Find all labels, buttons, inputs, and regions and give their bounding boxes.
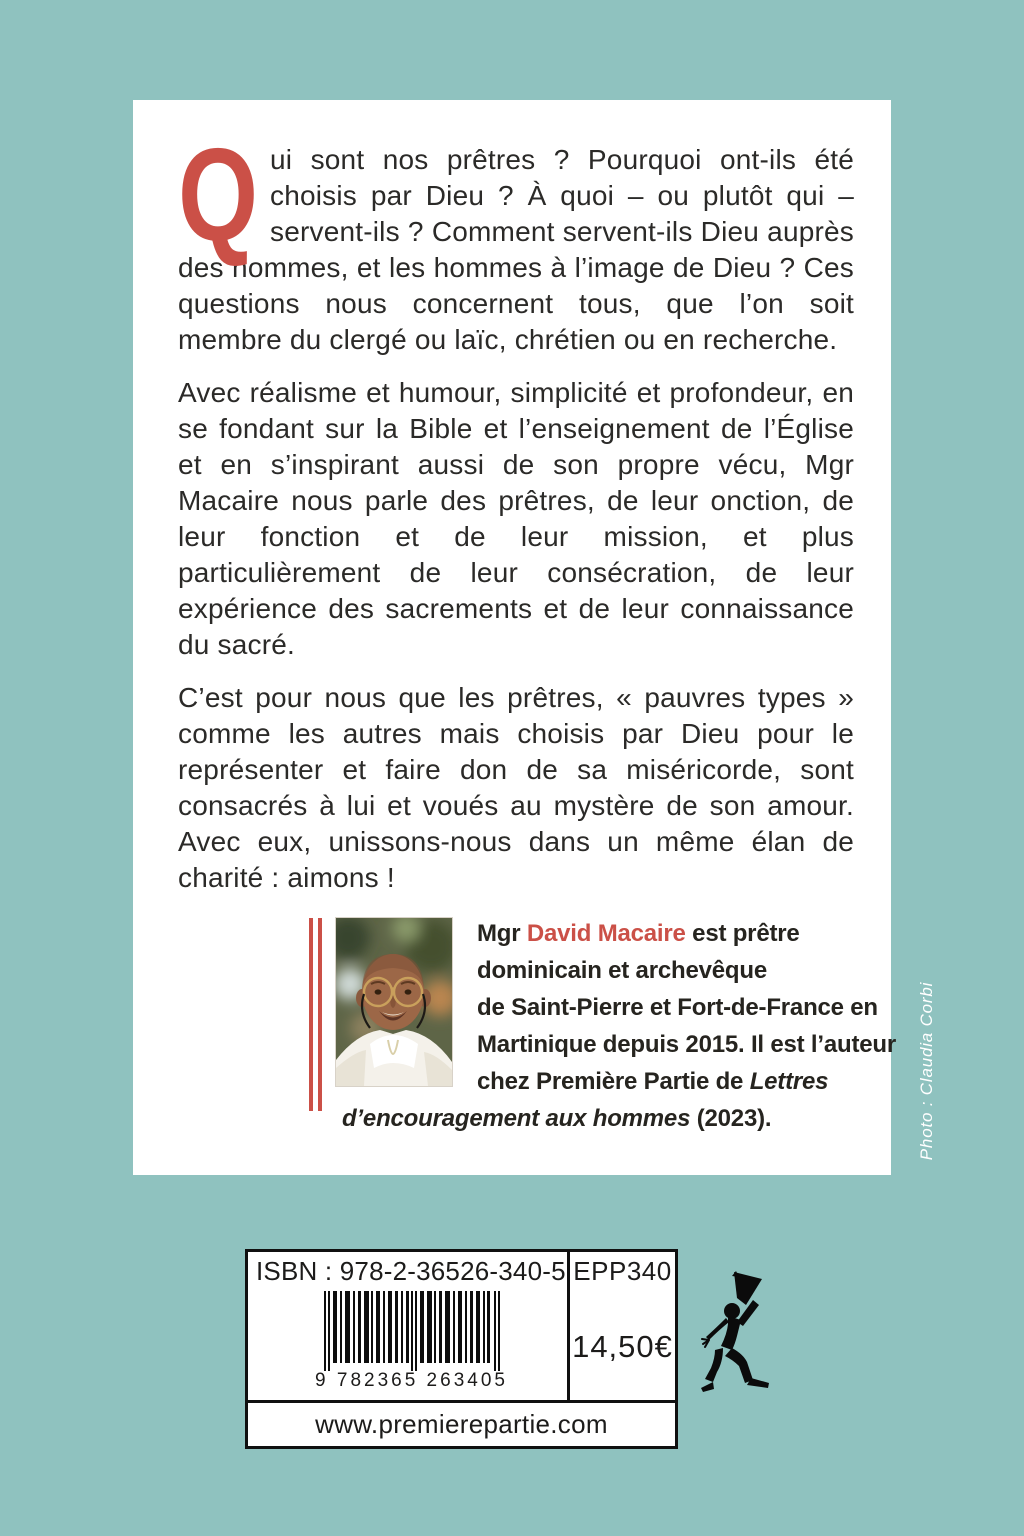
blurb-paragraph-2: Avec réalisme et humour, simplicité et profondeur, en se fondant sur la Bible et l’enseignement de l’Église et en s’inspirant aussi de son propre vécu, Mgr Macaire nous parle des prêtres, de leur onction, de leur fonction et de leur mission, et plus particulièrement de leur consécration, de leur expérience des sacrements et de leur connaissance du sacré. <box>178 377 854 660</box>
isbn-number: ISBN : 978-2-36526-340-5 <box>256 1256 566 1286</box>
photo-credit: Photo : Claudia Corbi <box>917 981 936 1161</box>
blurb-paragraph-1 <box>178 121 854 358</box>
price: 14,50€ <box>572 1329 673 1364</box>
barcode-digits: 9 782365 263405 <box>315 1370 508 1391</box>
blurb-paragraph-3: C’est pour nous que les prêtres, « pauvres types » comme les autres mais choisis par Dieu pour le représenter et faire don de sa miséricorde, sont consacrés à lui et voués au mystère de son amour. Avec eux, unissons-nous dans un même élan de charité : aimons ! <box>178 682 854 893</box>
barcode <box>324 1291 500 1371</box>
author-bio-text: Mgr David Macaire est prêtre dominicain et archevêque de Saint-Pierre et Fort-de-France en Martinique depuis 2015. Il est l’auteur chez Première Partie de Lettres d’encouragement aux hommes (2023). <box>342 920 896 1132</box>
author-bio <box>342 915 990 1137</box>
isbn-cell <box>248 1252 570 1400</box>
red-accent-bars <box>309 918 323 1111</box>
price-cell <box>570 1252 675 1400</box>
product-code: EPP340 <box>573 1256 672 1286</box>
author-photo <box>336 918 452 1086</box>
blurb-card <box>133 100 896 1175</box>
author-portrait-illustration <box>336 918 452 1086</box>
isbn-box-top-row <box>248 1252 675 1400</box>
publisher-logo-icon <box>701 1270 783 1402</box>
publisher-website: www.premierepartie.com <box>248 1400 675 1446</box>
blurb-paragraph-1-text: ui sont nos prêtres ? Pourquoi ont-ils été choisis par Dieu ? À quoi – ou plutôt qui – servent-ils ? Comment servent-ils Dieu auprès des hommes, et les hommes à l’image de Dieu ? Ces questions nous concernent tous, que l’on soit membre du clergé ou laïc, chrétien ou en recherche. <box>178 144 854 355</box>
isbn-price-box <box>245 1249 678 1449</box>
drop-cap-q: Q <box>178 121 259 268</box>
